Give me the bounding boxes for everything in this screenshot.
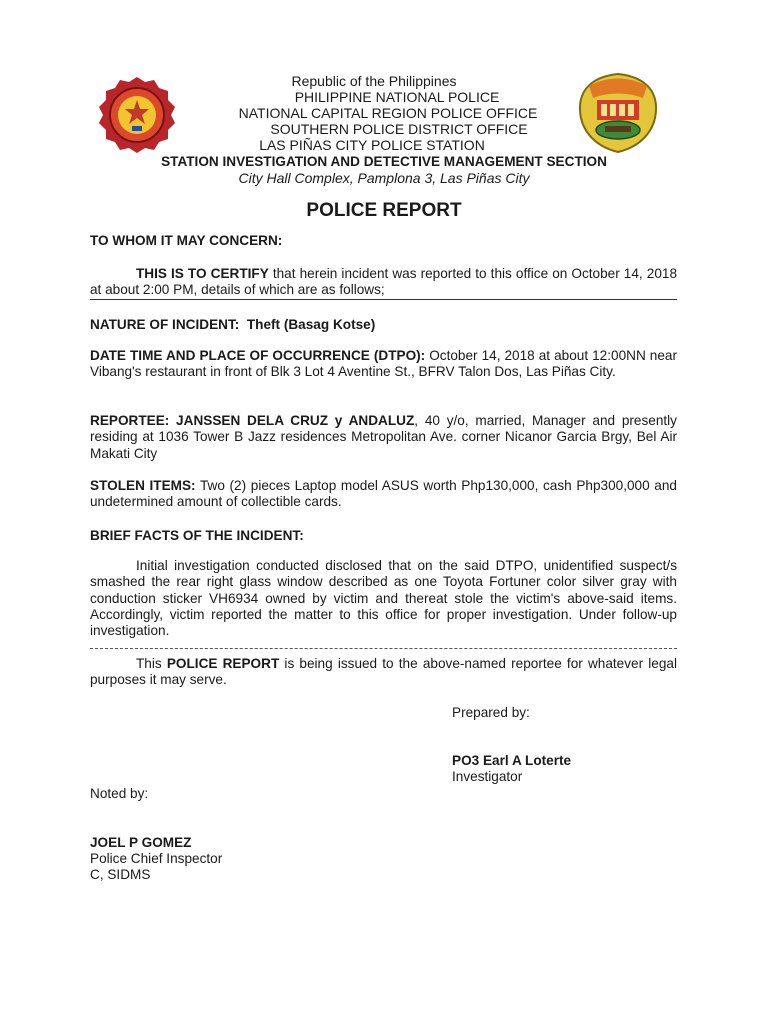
header-pnp: PHILIPPINE NATIONAL POLICE	[294, 89, 500, 105]
nature-value: Theft (Basag Kotse)	[246, 317, 376, 332]
issuance-paragraph	[90, 656, 677, 689]
reportee-paragraph	[90, 413, 677, 462]
dtpo-text: October 14, 2018 at about 12:00NN near Vibang's restaurant in front of Blk 3 Lot 4 Aventine St., BFRV Talon Dos, Las Piñas City.	[90, 348, 677, 380]
certify-label: THIS IS TO CERTIFY	[136, 266, 269, 281]
certify-paragraph	[90, 266, 677, 299]
reportee-text: , 40 y/o, married, Manager and presently residing at 1036 Tower B Jazz residences Metropolitan Ave. corner Nicanor Garcia Brgy, Bel Air Makati City	[90, 413, 677, 461]
header-sidms: STATION INVESTIGATION AND DETECTIVE MANAGEMENT SECTION	[161, 154, 607, 169]
dtpo-label: DATE TIME AND PLACE OF OCCURRENCE (DTPO):	[90, 348, 426, 363]
noter-office: C, SIDMS	[90, 867, 151, 882]
preparer-name: PO3 Earl A Loterte	[452, 753, 572, 768]
issuance-text: is being issued to the above-named reportee for whatever legal purposes it may serve.	[90, 656, 677, 688]
prepared-by-label: Prepared by:	[452, 705, 530, 720]
nature-of-incident	[90, 317, 375, 332]
header-address: City Hall Complex, Pamplona 3, Las Piñas City	[238, 170, 530, 186]
header-station: LAS PIÑAS CITY POLICE STATION	[259, 137, 485, 153]
certify-text: that herein incident was reported to this office on October 14, 2018 at about 2:00 PM, details of which are as follows;	[90, 266, 677, 298]
nature-label: NATURE OF INCIDENT:	[90, 317, 240, 332]
brief-facts-heading: BRIEF FACTS OF THE INCIDENT:	[90, 528, 304, 543]
page-title: POLICE REPORT	[306, 200, 462, 221]
brief-facts-paragraph: Initial investigation conducted disclosed that on the said DTPO, unidentified suspect/s smashed the rear right glass window described as one Toyota Fortuner color silver gray with conduction sticker VH6934 owned by victim and thereat stole the victim's above-said items. Accordingly, victim reported the matter to this office for proper investigation. Under follow-up investigation.	[90, 558, 677, 639]
dashed-divider	[90, 648, 677, 649]
issuance-prefix: This	[136, 656, 167, 671]
header-ncrpo: NATIONAL CAPITAL REGION POLICE OFFICE	[238, 105, 538, 121]
header-spdo: SOUTHERN POLICE DISTRICT OFFICE	[270, 121, 528, 137]
noter-position: Police Chief Inspector	[90, 851, 223, 866]
dtpo-paragraph	[90, 348, 677, 381]
noter-name: JOEL P GOMEZ	[90, 835, 192, 850]
noted-by-label: Noted by:	[90, 786, 149, 801]
stolen-label: STOLEN ITEMS:	[90, 478, 196, 493]
reportee-label: REPORTEE: JANSSEN DELA CRUZ y ANDALUZ	[90, 413, 415, 428]
salutation: TO WHOM IT MAY CONCERN:	[90, 233, 283, 248]
stolen-text: Two (2) pieces Laptop model ASUS worth Php130,000, cash Php300,000 and undetermined amount of collectible cards.	[90, 478, 677, 510]
header-republic: Republic of the Philippines	[291, 73, 457, 89]
issuance-label: POLICE REPORT	[166, 656, 280, 671]
preparer-position: Investigator	[452, 769, 523, 784]
stolen-items-paragraph	[90, 478, 677, 511]
divider-line	[90, 299, 677, 300]
